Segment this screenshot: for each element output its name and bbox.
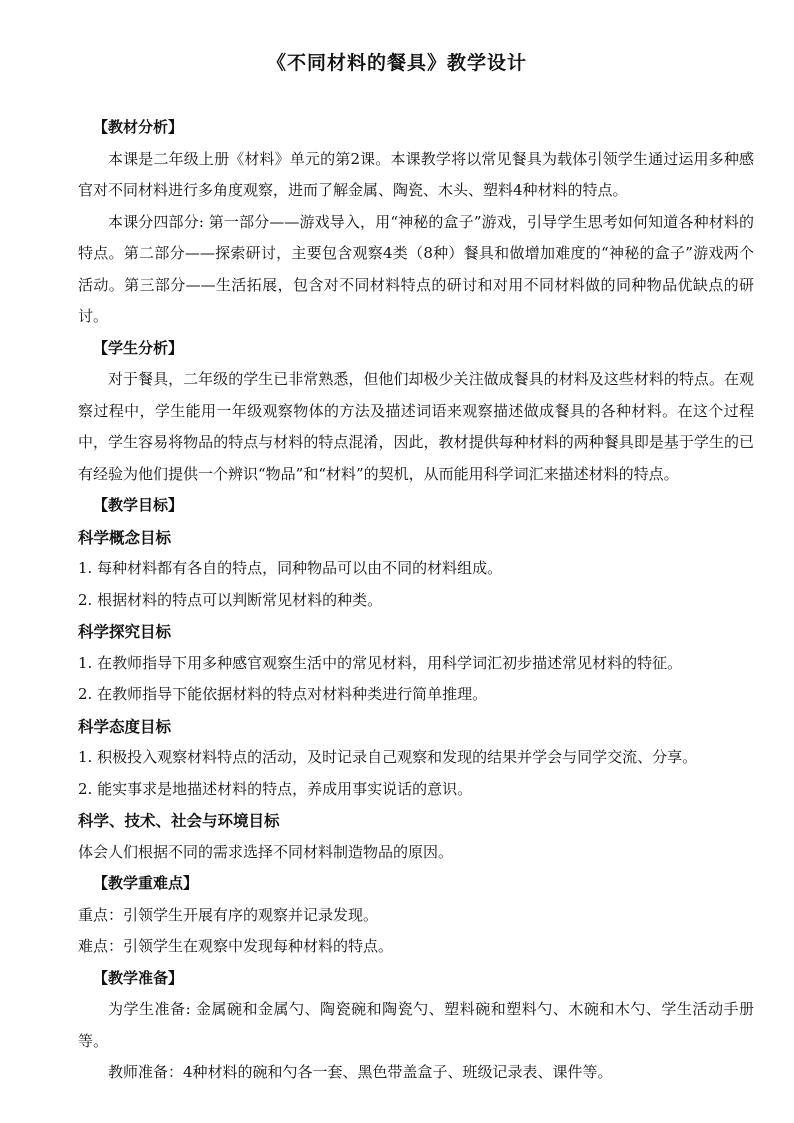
subheading-attitude-goals: 科学态度目标 (78, 716, 172, 736)
document-body (78, 112, 754, 1089)
paragraph: 对于餐具，二年级的学生已非常熟悉，但他们却极少关注做成餐具的材料及这些材料的特点。在观察过程中，学生能用一年级观察物体的方法及描述词语来观察描述做成餐具的各种材料。在这个过程中，学生容易将物品的特点与材料的特点混淆，因此，教材提供每种材料的两种餐具即是基于学生的已有经验为他们提供一个辨识“物品”和“材料”的契机，从而能用科学词汇来描述材料的特点。 (78, 370, 754, 483)
list-item: 1. 在教师指导下用多种感官观察生活中的常见材料，用科学词汇初步描述常见材料的特征。 (78, 653, 683, 672)
list-item: 重点：引领学生开展有序的观察并记录发现。 (78, 905, 379, 924)
list-item: 1. 每种材料都有各自的特点，同种物品可以由不同的材料组成。 (78, 559, 503, 577)
document-title: 《不同材料的餐具》教学设计 (266, 52, 527, 74)
subheading-concept-goals: 科学概念目标 (78, 527, 172, 547)
section-heading-student-analysis: 【学生分析】 (93, 338, 184, 357)
list-item: 2. 能实事求是地描述材料的特点，养成用事实说话的意识。 (78, 779, 473, 798)
paragraph: 本课分四部分: 第一部分——游戏导入，用“神秘的盒子”游戏，引导学生思考如何知道各种材料的特点。第二部分——探索研讨，主要包含观察4类（8种）餐具和做增加难度的“神秘的盒子”游戏两个活动。第三部分——生活拓展，包含对不同材料特点的研讨和对用不同材料做的同种物品优缺点的研讨。 (78, 212, 754, 325)
list-item: 1. 积极投入观察材料特点的活动，及时记录自己观察和发现的结果并学会与同学交流、分享。 (78, 748, 698, 766)
paragraph: 本课是二年级上册《材料》单元的第2课。本课教学将以常见餐具为载体引领学生通过运用多种感官对不同材料进行多角度观察，进而了解金属、陶瓷、木头、塑料4种材料的特点。 (78, 149, 754, 199)
section-heading-key-points: 【教学重难点】 (93, 874, 199, 892)
list-item: 2. 在教师指导下能依据材料的特点对材料种类进行简单推理。 (78, 685, 488, 703)
subheading-inquiry-goals: 科学探究目标 (78, 622, 172, 641)
section-heading-textbook-analysis: 【教材分析】 (93, 118, 184, 136)
list-item: 难点：引领学生在观察中发现每种材料的特点。 (78, 937, 394, 955)
paragraph: 为学生准备: 金属碗和金属勺、陶瓷碗和陶瓷勺、塑料碗和塑料勺、木碗和木勺、学生活动手册等。 (78, 1000, 754, 1050)
list-item: 体会人们根据不同的需求选择不同材料制造物品的原因。 (78, 842, 454, 861)
section-heading-preparation: 【教学准备】 (93, 968, 184, 987)
paragraph: 教师准备：4种材料的碗和勺各一套、黑色带盖盒子、班级记录表、课件等。 (108, 1063, 613, 1081)
section-heading-goals: 【教学目标】 (93, 496, 184, 514)
list-item: 2. 根据材料的特点可以判断常见材料的种类。 (78, 590, 383, 609)
subheading-sts-goals: 科学、技术、社会与环境目标 (78, 811, 280, 830)
